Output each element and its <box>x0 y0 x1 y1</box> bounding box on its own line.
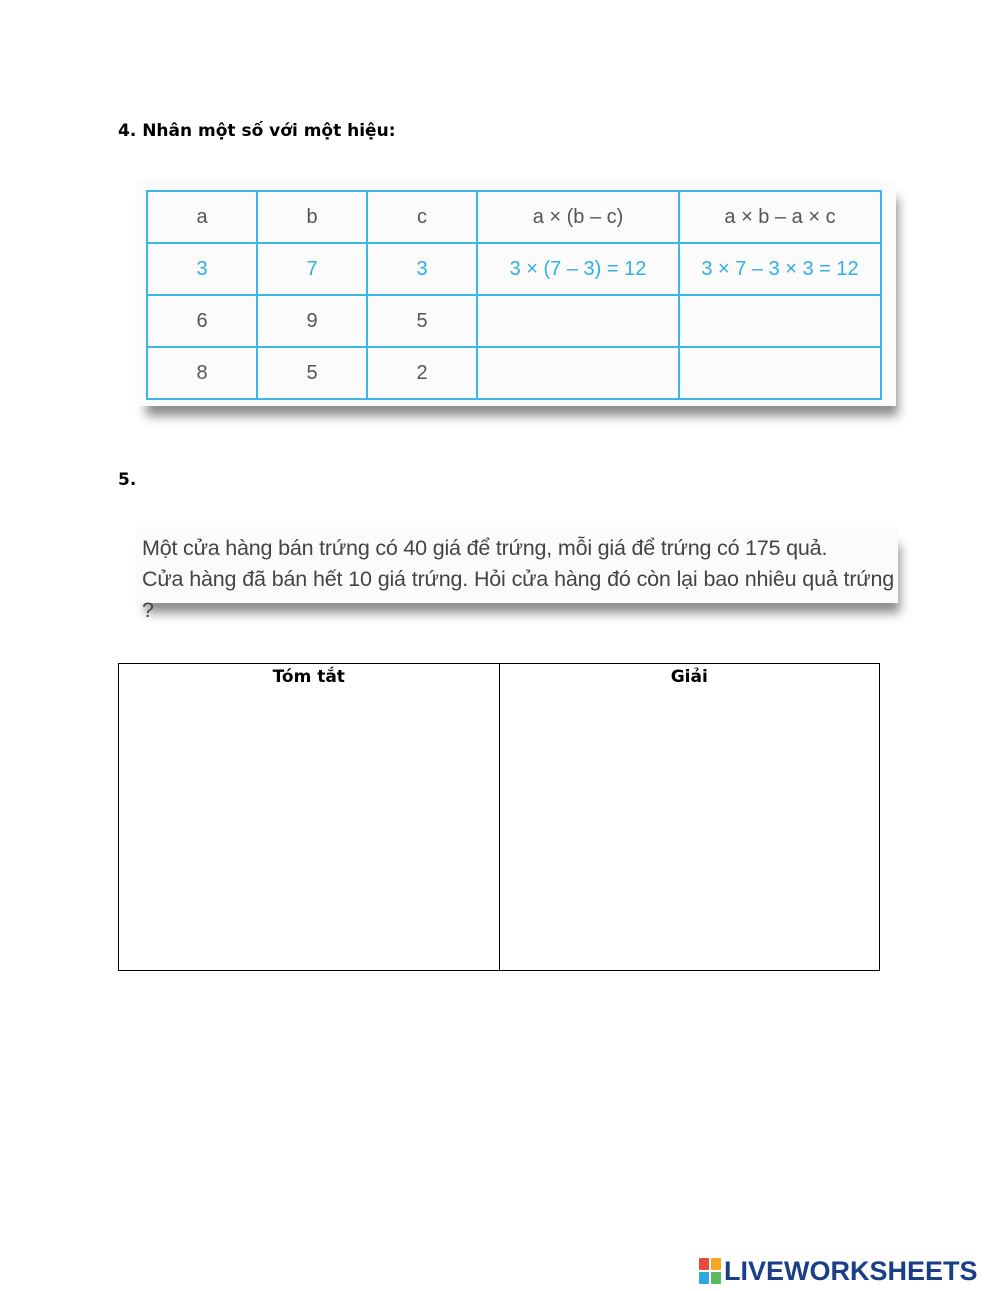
row2-b: 5 <box>257 347 367 399</box>
row1-b: 9 <box>257 295 367 347</box>
logo-block-3 <box>699 1272 709 1284</box>
example-a: 3 <box>147 243 257 295</box>
row2-answer-2[interactable] <box>679 347 881 399</box>
row1-answer-2[interactable] <box>679 295 881 347</box>
summary-header: Tóm tắt <box>119 664 500 696</box>
logo-block-2 <box>711 1258 721 1270</box>
row2-answer-1[interactable] <box>477 347 679 399</box>
row1-a: 6 <box>147 295 257 347</box>
row2-a: 8 <box>147 347 257 399</box>
solution-header: Giải <box>499 664 880 696</box>
header-a-times-b-minus-c: a × (b – c) <box>477 191 679 243</box>
example-expression-1: 3 × (7 – 3) = 12 <box>477 243 679 295</box>
word-problem-image <box>136 527 898 622</box>
section-5-title: 5. <box>118 470 137 490</box>
logo-block-4 <box>711 1272 721 1284</box>
section-4-title: 4. Nhân một số với một hiệu: <box>118 121 396 141</box>
problem-line-2: Cửa hàng đã bán hết 10 giá trứng. Hỏi cửa hàng đó còn lại bao nhiêu quả trứng ? <box>142 567 894 622</box>
row1-answer-1[interactable] <box>477 295 679 347</box>
problem-line-1: Một cửa hàng bán trứng có 40 giá để trứng, mỗi giá để trứng có 175 quả. <box>142 536 828 560</box>
row2-c: 2 <box>367 347 477 399</box>
example-c: 3 <box>367 243 477 295</box>
example-expression-2: 3 × 7 – 3 × 3 = 12 <box>679 243 881 295</box>
word-problem-text <box>142 533 894 626</box>
multiplication-table-image <box>136 180 896 406</box>
logo-text: LIVEWORKSHEETS <box>724 1255 978 1286</box>
answer-table <box>118 663 880 971</box>
header-a: a <box>147 191 257 243</box>
row1-c: 5 <box>367 295 477 347</box>
liveworksheets-logo <box>699 1256 978 1286</box>
multiplication-table <box>146 190 882 400</box>
solution-area[interactable] <box>499 695 880 971</box>
table-row <box>147 295 881 347</box>
logo-block-1 <box>699 1258 709 1270</box>
header-c: c <box>367 191 477 243</box>
table-header-row <box>147 191 881 243</box>
header-b: b <box>257 191 367 243</box>
table-row <box>147 347 881 399</box>
summary-area[interactable] <box>119 695 500 971</box>
example-b: 7 <box>257 243 367 295</box>
example-row <box>147 243 881 295</box>
logo-blocks-icon <box>699 1258 721 1284</box>
header-ab-minus-ac: a × b – a × c <box>679 191 881 243</box>
